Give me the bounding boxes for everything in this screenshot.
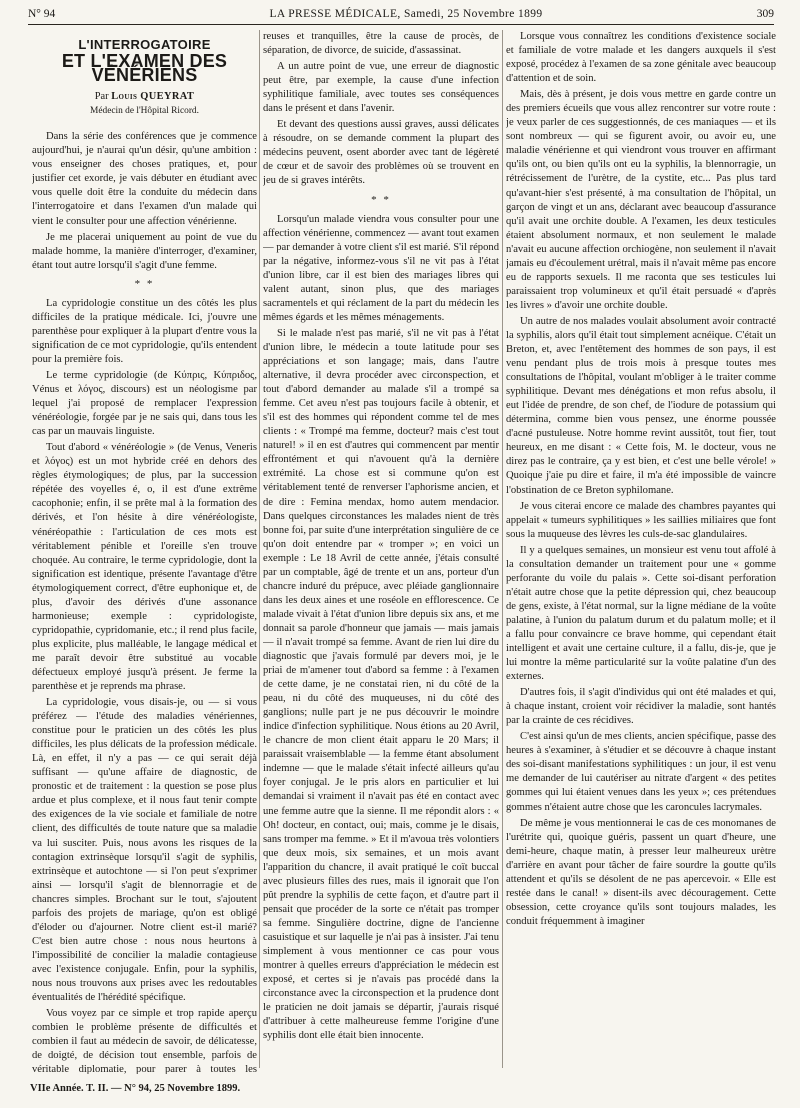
paragraph: La cypridologie, vous disais-je, ou — si vous préférez — l'étude des maladies vénériennes, constitue pour le praticien un des côtés les plus difficiles, les plus délicats de la profession médicale. Là, en effet, il n'y a pas — ce qui serait déjà suffisant — qu'une affaire de diagnostic, de pronostic et de traitement : la question se pose plus ardue et plus complexe, et il nous faut tenir compte des exigences de la vie sociale et familiale de notre client, des difficultés de toute nature que sa maladie va lui susciter. Puis, nous avons les risques de la contagion extrinsèque lorsqu'il s'agit de syphilis, extrinsèque et autochtone — si l'on peut s'exprimer ainsi — lorsqu'il s'agit de blennorragie et de chancres simples. Brochant sur le tout, s'ajoutent parfois des projets de mariage, qu'on est obligé d'éloder ou d'ajourner. Notre client est-il marié? C'est bien autre chose : nous nous heurtons à l'impossibilité de concilier la maladie contagieuse avec l'existence conjugale. Enfin, pour la syphilis, nous nous trouvons aux prises avec les redoutables éventualités de l'hérédité spécifique.	[32, 697, 257, 1004]
paragraph: A un autre point de vue, une erreur de diagnostic peut être, par exemple, la cause d'une infection syphilitique familiale, avec toutes ses conséquences dans le présent et dans l'avenir.	[263, 61, 499, 115]
paragraph: Si le malade n'est pas marié, s'il ne vit pas à l'état d'union libre, le médecin a toute latitude pour ses appréciations et son langage; mais, dans l'autre alternative, il devra procéder avec circonspection, et tout d'abord demander au malade s'il a trompé sa femme. Cet aveu n'est pas toujours facile à obtenir, et s'il est des hommes qui répondent comme tel de mes clients : « Trompé ma femme, docteur? mais c'est tout naturel! » il en est d'autres qui commencent par mentir effrontément et qui n'avouent qu'à la dernière extrémité. La chose est si commune qu'on est véritablement tenté de renverser l'aphorisme ancien, et de dire : Femina mendax, homo autem mendacior. Dans quelques circonstances les malades nient de très bonne foi, par suite d'une interprétation singulière de ce qu'on doit entendre par « tromper »; en voici un exemple : Le 18 Avril de cette année, j'étais consulté par un comptable, âgé de trente et un ans, porteur d'un chancre induré du prépuce, avec pléiade ganglionnaire dans les deux aines et une roséole en efflorescence. Ce malade vivait à l'état d'union libre depuis six ans, et me donnait sa parole d'honneur que jamais — mais jamais — il n'avait trompé sa femme. Avant de rien lui dire du diagnostic que j'avais formulé par devers moi, je le priai de m'amener tout d'abord sa femme : à l'examen de cette dame, je ne constatai rien, ni du côté de la peau, ni du côté des muqueuses, ni du côté des ganglions; nulle part je ne pus découvrir le moindre indice d'infection syphilitique. Nous étions au 20 Avril, le chancre de mon client était apparu le 20 Mars; il paraissait vraisemblable — la femme étant absolument indemne — que le malade s'était infecté ailleurs qu'au foyer conjugal. Je le pris alors en particulier et lui demandai si vraiment il n'avait pas été en contact avec une femme autre que la sienne. Il me répondit alors : « Oh! docteur, en contact, oui; mais, comme je le disais, sans tromper ma femme. » Et il m'avoua très volontiers que deux mois, six semaines, et un mois avant l'apparition du chancre, il avait pratiqué le coït buccal avec plusieurs filles des rues, mais il ignorait que l'on pût prendre la syphilis de cette façon, et d'autre part il pensait que procéder de la sorte ce n'était pas tromper sa femme. Singulière doctrine, digne de l'ancienne casuistique et sur laquelle je n'ai pas à insister. J'ai tenu simplement à vous mentionner ce cas pour vous montrer à quelles erreurs d'appréciation le médecin est exposé, et certes si je n'avais pas procédé dans la circonstance avec la circonspection et la prudence dont le praticien ne doit jamais se départir, j'aurais risqué d'attribuer à cette malheureuse femme l'origine d'une syphilis dont elle était bien innocente.	[263, 327, 499, 1042]
author-affiliation: Médecin de l'Hôpital Ricord.	[90, 106, 199, 117]
section-separator: * *	[371, 193, 391, 206]
paragraph: C'est ainsi qu'un de mes clients, ancien spécifique, passe des heures à s'examiner, à s'étudier et se découvre à chaque instant des soi-disant manifestations syphilitiques : un jour, il est venu me demander de lui cautériser au nitrate d'argent « des petites gommes qui lui étaient venues dans les yeux »; ces prétendues gommes n'étaient autre chose que les caroncules lacrymales.	[506, 731, 776, 813]
article-title: ET L'EXAMEN DES VÉNÉRIENS	[61, 51, 228, 86]
running-head	[28, 6, 774, 22]
paragraph: Je me placerai uniquement au point de vue du malade homme, la manière d'interroger, d'examiner, étant tout autre lorsqu'il s'agit d'une femme.	[32, 231, 257, 271]
page-footer: VIIe Année. T. II. — N° 94, 25 Novembre 1899.	[30, 1083, 241, 1094]
paragraph: Je vous citerai encore ce malade des chambres payantes qui appelait « tumeurs syphilitiques » les saillies miliaires que font sous la muqueuse des lèvres les culs-de-sac glandulaires.	[506, 500, 776, 540]
paragraph: Lorsqu'un malade viendra vous consulter pour une affection vénérienne, commencez — avant tout examen — par demander à votre client s'il est marié. S'il répond par la négative, informez-vous s'il ne vit pas à l'état d'union libre, car il est bien des mariages libres qui valent autant, sinon plus, que des mariages sacramentels et qui réclament de la part du médecin les mêmes égards et les mêmes ménagements.	[263, 213, 499, 323]
paragraph: Vous voyez par ce simple et trop rapide aperçu combien le problème présente de difficultés et combien il faut au médecin de savoir, de délicatesse, de doigté, de décision tout ensemble, parfois de véritable diplomatie, pour parer à toutes les	[32, 1008, 257, 1074]
column-2	[263, 30, 499, 1074]
paragraph: D'autres fois, il s'agit d'individus qui ont été malades et qui, à chaque instant, croient voir récidiver la maladie, sont hantés par la crainte de ces récidives.	[506, 687, 776, 727]
paragraph: Tout d'abord « vénéréologie » (de Venus, Veneris et λόγος) est un mot hybride créé en dehors des règles étymologiques; de plus, par la succession répétée des voyelles é, o, il est d'une extrême cacophonie; enfin, il se prête mal à la formation des dérivés, et l'on hésite à dire vénéréologiste, vénéréopathie : l'articulation de ces mots est véritablement pénible et l'oreille s'en trouve choquée. Au contraire, le terme cypridologie, dont la signification est identique, présente l'avantage d'être étymologiquement correct, d'être euphonique et, de plus, d'avoir des dérivés d'une assonance harmonieuse; exemple : cypridologiste, cypridopathie, cypridomanie, etc.; il rend plus facile, plus explicite, plus malléable, le langage médical et me paraît devoir être substitué au vocable défectueux employé jusqu'à présent. Je ferme la parenthèse et je reprends ma phrase.	[32, 442, 257, 693]
paragraph: Il y a quelques semaines, un monsieur est venu tout affolé à la consultation demander un traitement pour une « gomme perforante du voile du palais ». Cette soi-disant perforation n'était autre chose que la petite dépression qui, chez beaucoup de gens, existe, à l'état normal, sur la ligne médiane de la voûte palatine, à l'union du palatum durum et du palatum molle; et il a fallu pour convaincre ce brave homme, qui cependant était intelligent et avait une certaine culture, il a fallu, dis-je, que je lui montre la même particularité sur la voûte palatine d'un des externes.	[506, 544, 776, 683]
paragraph: Lorsque vous connaîtrez les conditions d'existence sociale et familiale de votre malade et les dangers auxquels il s'est exposé, procédez à l'examen de sa zone génitale avec beaucoup d'attention et de soin.	[506, 31, 776, 85]
paragraph: Dans la série des conférences que je commence aujourd'hui, je n'aurai qu'un désir, qu'une ambition : vous enseigner des choses pratiques, et, pour justifier cet exorde, je vais débuter en étudiant avec vous quelle doit être la conduite du médecin dans l'interrogatoire et dans l'examen d'un malade qui vient le consulter pour une affection vénérienne.	[32, 131, 257, 227]
column-divider	[259, 30, 260, 1068]
article-kicker: L'INTERROGATOIRE	[78, 37, 211, 52]
paragraph: Mais, dès à présent, je dois vous mettre en garde contre un des premiers écueils que vous allez rencontrer sur votre route : je veux parler de ces suggestionnés, de ces maniaques — et ils sont nombreux — qui se figurent avoir, ou avoir eu, une maladie vénérienne et qui viendront vous trouver en affirmant qu'ils ont, ou bien qu'ils ont eu la syphilis, la blennorragie, un rétrécissement de l'urètre, de la cystite, etc... Pas plus tard qu'avant-hier s'est présenté, à ma consultation de l'hôpital, un garçon de vingt et un ans, déclarant avec beaucoup d'assurance qu'il avait une orchite double. A l'examen, les deux testicules étaient absolument normaux, et non seulement le malade n'avait eu aucune affection orchiogène, non seulement il n'avait jamais eu d'écoulement urétral, mais il n'avait même pas encore eu de rapports sexuels. Il me raconta que ses testicules lui paraissaient trop volumineux et qu'il était persuadé « d'après les livres » d'avoir une orchite double.	[506, 89, 776, 311]
paragraph: La cypridologie constitue un des côtés les plus difficiles de la pratique médicale. Ici, j'ouvre une parenthèse pour expliquer à la plupart d'entre vous la signification de ce mot cypridologie, qu'ils entendent pour la première fois.	[32, 297, 257, 365]
column-1	[32, 30, 257, 1074]
column-3	[506, 30, 776, 1074]
paragraph: De même je vous mentionnerai le cas de ces monomanes de l'urétrite qui, quoique guéris, passent un quart d'heure, une demi-heure, chaque matin, à presser leur malheureux urètre d'arrière en avant pour tâcher de faire sourdre la goutte qu'ils attendent et qu'ils se désolent de ne pas apercevoir. « Elle est restée dans le canal! » disent-ils avec découragement. Cette obsession, cette croyance qu'ils sont toujours malades, les conduit fréquemment à imaginer	[506, 817, 776, 927]
section-separator: * *	[134, 277, 155, 290]
column-divider	[502, 30, 503, 1068]
issue-number: N° 94	[28, 8, 56, 20]
byline	[32, 90, 257, 104]
paragraph: Et devant des questions aussi graves, aussi délicates à résoudre, on se demande comment la plupart des médecins peuvent, osent aborder avec tant de légèreté de cœur et de savoir des problèmes où se trouvent en jeu de si graves intérêts.	[263, 119, 499, 187]
byline-prefix: Par	[94, 91, 109, 103]
paragraph: Un autre de nos malades voulait absolument avoir contracté la syphilis, alors qu'il était tout simplement acnéique. C'était un Breton, et, avec l'entêtement des hommes de son pays, il est venu pendant plus de trois mois à presque toutes mes consultations de l'hôpital, voulant m'obliger à le traiter comme syphilitique. Devant mes dénégations et mon refus absolu, il eut l'idée de prendre, de son chef, de l'iodure de potassium qui détermina, comme bien vous pensez, une énorme poussée d'acné pustuleuse. Notre homme revint aussitôt, tout fier, tout heureux, en me disant : « Cette fois, M. le docteur, vous ne direz pas le contraire, ça y est bien, et c'est une belle vérole! » Quoique j'aie pu dire et faire, il m'a été impossible de vaincre l'obstination de ce Breton syphilomane.	[506, 315, 776, 496]
paragraph: Le terme cypridologie (de Κύπρις, Κύπριδος, Vénus et λόγος, discours) est un néologisme par lequel j'ai proposé de remplacer l'expression vénéréologie, forgée par je ne sais qui, dans tous les cas par un mauvais linguiste.	[32, 369, 257, 438]
paragraph: reuses et tranquilles, être la cause de procès, de séparation, de divorce, de suicide, d'assassinat.	[263, 31, 499, 57]
journal-title: LA PRESSE MÉDICALE, Samedi, 25 Novembre 1899	[269, 8, 543, 20]
page-number: 309	[756, 8, 774, 20]
author-name: Louis QUEYRAT	[111, 91, 195, 103]
header-rule	[28, 24, 774, 25]
